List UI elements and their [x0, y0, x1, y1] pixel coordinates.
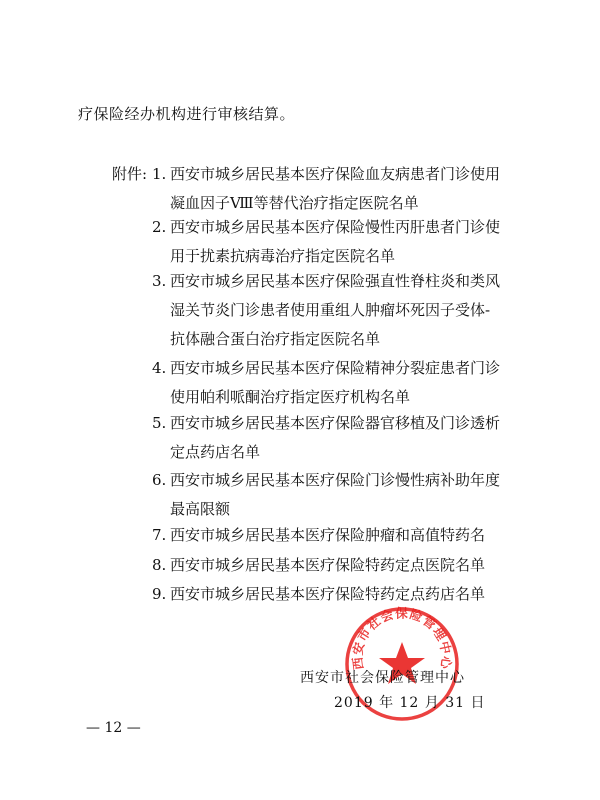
attachment-line: 西安市城乡居民基本医疗保险特药定点医院名单: [170, 556, 486, 574]
attachment-number: 4.: [152, 359, 167, 377]
attachment-line: 抗体融合蛋白治疗指定医院名单: [170, 330, 381, 348]
attachment-line: 用于扰素抗病毒治疗指定医院名单: [170, 247, 396, 265]
signature-org: 西安市社会保险管理中心: [300, 670, 465, 686]
attachment-line: 西安市城乡居民基本医疗保险精神分裂症患者门诊: [170, 359, 501, 377]
attachment-number: 1.: [152, 165, 167, 183]
attachment-line: 凝血因子Ⅷ等替代治疗指定医院名单: [170, 194, 419, 212]
attachment-line: 西安市城乡居民基本医疗保险强直性脊柱炎和类风: [170, 272, 501, 290]
attachment-number: 6.: [152, 471, 167, 489]
attachment-line: 西安市城乡居民基本医疗保险特药定点药店名单: [170, 585, 486, 603]
attachments-label: 附件:: [112, 165, 148, 183]
signature-date: 2019 年 12 月 31 日: [334, 695, 486, 711]
attachment-line: 西安市城乡居民基本医疗保险器官移植及门诊透析: [170, 414, 501, 432]
attachment-number: 3.: [152, 272, 167, 290]
attachment-line: 西安市城乡居民基本医疗保险血友病患者门诊使用: [170, 165, 501, 183]
attachment-number: 7.: [152, 526, 167, 544]
attachment-line: 西安市城乡居民基本医疗保险门诊慢性病补助年度: [170, 471, 501, 489]
attachment-number: 2.: [152, 218, 167, 236]
attachment-line: 西安市城乡居民基本医疗保险肿瘤和高值特药名: [170, 526, 486, 544]
attachment-number: 9.: [152, 585, 167, 603]
attachment-line: 使用帕利哌酮治疗指定医疗机构名单: [170, 388, 411, 406]
attachment-line: 西安市城乡居民基本医疗保险慢性丙肝患者门诊使: [170, 218, 501, 236]
attachment-number: 5.: [152, 414, 167, 432]
seal-text: 西安市社会保险管理中心: [349, 605, 455, 671]
attachment-line: 定点药店名单: [170, 443, 261, 461]
continuation-text: 疗保险经办机构进行审核结算。: [78, 105, 296, 123]
attachment-number: 8.: [152, 556, 167, 574]
attachment-line: 最高限额: [170, 500, 231, 518]
attachment-line: 湿关节炎门诊患者使用重组人肿瘤坏死因子受体-: [170, 301, 491, 319]
page-number: — 12 —: [86, 720, 141, 736]
